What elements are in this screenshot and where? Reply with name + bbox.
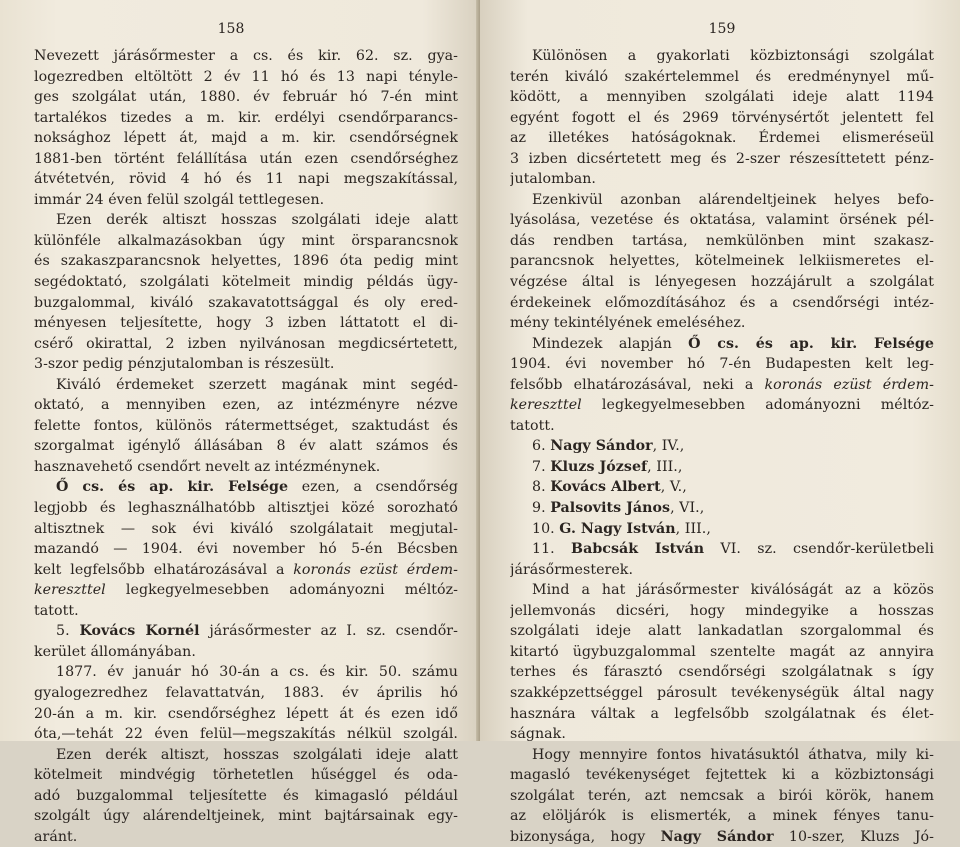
left-text-line: Ezen derék altiszt hosszas szolgálati ideje alatt — [56, 212, 458, 229]
left-text-line: ges szolgálat után, 1880. év február hó 7-én mint — [34, 89, 458, 106]
left-text-line: kötelmeit mindvégig törhetetlen hűséggel és oda- — [34, 767, 458, 784]
left-text-line: immár 24 éven felül szolgál tettlegesen. — [34, 191, 325, 208]
right-text-line: jutalomban. — [510, 171, 596, 188]
right-text-line: magasló tevékenységet fejtettek ki a közbiztonsági — [510, 767, 934, 784]
right-text-line: 11. Babcsák István VI. sz. csendőr-kerületbeli — [532, 541, 934, 558]
left-text-line: tartalékos tizedes a m. kir. erdélyi csendőrparancs- — [34, 109, 458, 126]
left-text-line: Nevezett járásőrmester a cs. és kir. 62. sz. gya- — [34, 48, 458, 64]
left-text-line: 5. Kovács Kornél járásőrmester az I. sz. csendőr- — [56, 623, 458, 640]
right-text-line: 6. Nagy Sándor, IV., — [532, 438, 685, 455]
left-text-line: legjobb és leghasználhatóbb altisztjei közé sorozható — [34, 500, 458, 517]
left-text-line: segédoktató, szolgálati kötelmeit mindig példás ügy- — [34, 274, 458, 291]
left-text-line: 1881-ben történt felállítása után ezen csendőrséghez — [34, 150, 458, 167]
right-text-line: Hogy mennyire fontos hivatásuktól áthatva, mily ki- — [532, 746, 934, 763]
left-page-text — [34, 46, 458, 847]
right-text-line: végzése által is lényegesen hozzájárult a szolgálat — [510, 274, 934, 291]
right-text-line: 10. G. Nagy István, III., — [532, 520, 711, 537]
left-text-line: csérő okirattal, 2 izben nyilvánosan megdicsértetett, — [34, 335, 458, 352]
left-text-line: átvétetvén, rövid 4 hó és 11 napi megszakítással, — [34, 171, 458, 188]
left-text-line: kereszttel legkegyelmesebben adományozni méltóz- — [34, 582, 458, 599]
left-text-line: gyalogezredhez felavattatván, 1883. év április hó — [34, 684, 458, 701]
left-text-line: Ezen derék altiszt, hosszas szolgálati ideje alatt — [56, 746, 458, 763]
right-text-line: tatott. — [510, 417, 555, 434]
right-text-line: 3 izben dicsértetett meg és 2-szer részesíttetett pénz- — [510, 150, 934, 167]
left-text-line: buzgalommal, kiváló szakavatottsággal és oly ered- — [34, 294, 458, 311]
left-text-line: 1877. év január hó 30-án a cs. és kir. 50. számu — [56, 664, 458, 681]
left-text-line: szorgalmat igénylő állásában 8 év alatt számos és — [34, 438, 458, 455]
right-text-line: 1904. évi november hó 7-én Budapesten kelt leg- — [510, 356, 934, 373]
page-number-left: 158 — [217, 21, 245, 37]
right-text-line: ságnak. — [510, 726, 566, 743]
right-text-line: 7. Kluzs József, III., — [532, 458, 683, 475]
right-text-line: Mindezek alapján Ő cs. és ap. kir. Felsége — [532, 335, 934, 352]
right-text-line: az elöljárók is elismerték, a minek fényes tanu- — [510, 808, 934, 825]
right-page-text — [510, 46, 934, 847]
right-text-line: parancsnok helyettes, kötelmeinek lelkiismeretes el- — [510, 253, 934, 270]
right-page — [480, 0, 960, 845]
right-text-line: felsőbb elhatározásával, neki a koronás ezüst érdem- — [510, 376, 934, 393]
right-text-line: járásőrmesterek. — [510, 561, 634, 578]
right-text-line: szakképzettséggel párosult tevékenységük által nagy — [510, 684, 934, 701]
left-text-line: mazandó — 1904. évi november hó 5-én Bécsben — [34, 541, 458, 558]
right-text-line: lyásolása, vezetése és oktatása, valamint örsének pél- — [510, 212, 934, 229]
right-text-line: ködött, a mennyiben szolgálati ideje alatt 1194 — [510, 89, 934, 106]
left-text-line: 3-szor pedig pénzjutalomban is részesült. — [34, 356, 335, 373]
left-text-line: felette fontos, különös rátermettséget, szaktudást és — [34, 417, 458, 434]
left-text-line: Kiváló érdemeket szerzett magának mint segéd- — [56, 376, 458, 393]
left-text-line: szolgált úgy alárendeltjeinek, mint bajtársainak egy- — [34, 808, 458, 825]
right-text-line: érdekeinek előmozdításához és a csendőrségi intéz- — [510, 294, 934, 311]
right-text-line: bizonysága, hogy Nagy Sándor 10-szer, Kluzs Jó- — [510, 828, 934, 845]
right-text-line: 8. Kovács Albert, V., — [532, 479, 687, 496]
left-text-line: adó buzgalommal teljesítette és kimagasló például — [34, 787, 458, 804]
right-text-line: terén kiváló szakértelemmel és eredménynyel mű- — [510, 68, 934, 85]
right-text-line: jellemvonás dicséri, hogy mindegyike a hosszas — [510, 602, 934, 619]
right-text-line: szolgálati ideje alatt lankadatlan szorgalommal és — [510, 623, 934, 640]
left-text-line: és szakaszparancsnok helyettes, 1896 óta pedig mint — [34, 253, 458, 270]
left-text-line: logezredben eltöltött 2 év 11 hó és 13 napi tényle- — [34, 68, 458, 85]
right-text-line: mény tekintélyének emeléséhez. — [510, 315, 746, 332]
left-text-line: Ő cs. és ap. kir. Felsége ezen, a csendőrség — [56, 479, 458, 496]
right-text-line: 9. Palsovits János, VI., — [532, 500, 705, 517]
right-text-line: egyént fogott el és 2969 törvénysértőt jelentett fel — [510, 109, 934, 126]
left-text-line: tatott. — [34, 602, 79, 619]
right-text-line: terhes és fárasztó csendőrségi szolgálatnak s így — [510, 664, 934, 681]
page-number-right: 159 — [708, 21, 736, 37]
right-text-line: az illetékes hatóságoknak. Érdemei elismeréseül — [510, 130, 934, 147]
left-text-line: hasznavehető csendőrt nevelt az intézménynek. — [34, 458, 381, 475]
left-text-line: különféle alkalmazásokban úgy mint örsparancsnok — [34, 232, 458, 249]
left-text-line: ményesen teljesítette, hogy 3 izben láttatott el di- — [34, 315, 458, 332]
left-page — [0, 0, 480, 845]
left-text-line: 20-án a m. kir. csendőrséghez lépett át és ezen idő — [34, 705, 458, 722]
right-text-line: kereszttel legkegyelmesebben adományozni méltóz- — [510, 397, 934, 414]
right-text-line: szolgálat terén, azt nemcsak a birói körök, hanem — [510, 787, 934, 804]
right-text-line: Ezenkivül azonban alárendeltjeinek helyes befo- — [532, 191, 934, 208]
left-text-line: óta,—tehát 22 éven felül—megszakítás nélkül szolgál. — [34, 726, 458, 743]
right-text-line: kitartó ügybuzgalommal szentelte magát az annyira — [510, 643, 934, 660]
right-text-line: Mind a hat járásőrmester kiválóságát az a közös — [532, 582, 934, 599]
left-text-line: altisztnek — sok évi kiváló szolgálatait megjutal- — [34, 520, 458, 537]
left-text-line: noksághoz lépett át, majd a m. kir. csendőrségnek — [34, 130, 458, 147]
left-text-line: kerület állományában. — [34, 643, 196, 660]
left-text-line: oktató, a mennyiben ezen, az intézményre nézve — [34, 397, 458, 414]
right-text-line: hasznára váltak a legfelsőbb szolgálatnak és élet- — [510, 705, 934, 722]
left-text-line: kelt legfelsőbb elhatározásával a koronás ezüst érdem- — [34, 561, 458, 578]
right-text-line: dás rendben tartása, nemkülönben mint szakasz- — [510, 232, 934, 249]
right-text-line: Különösen a gyakorlati közbiztonsági szolgálat — [532, 48, 934, 64]
left-text-line: aránt. — [34, 828, 78, 845]
